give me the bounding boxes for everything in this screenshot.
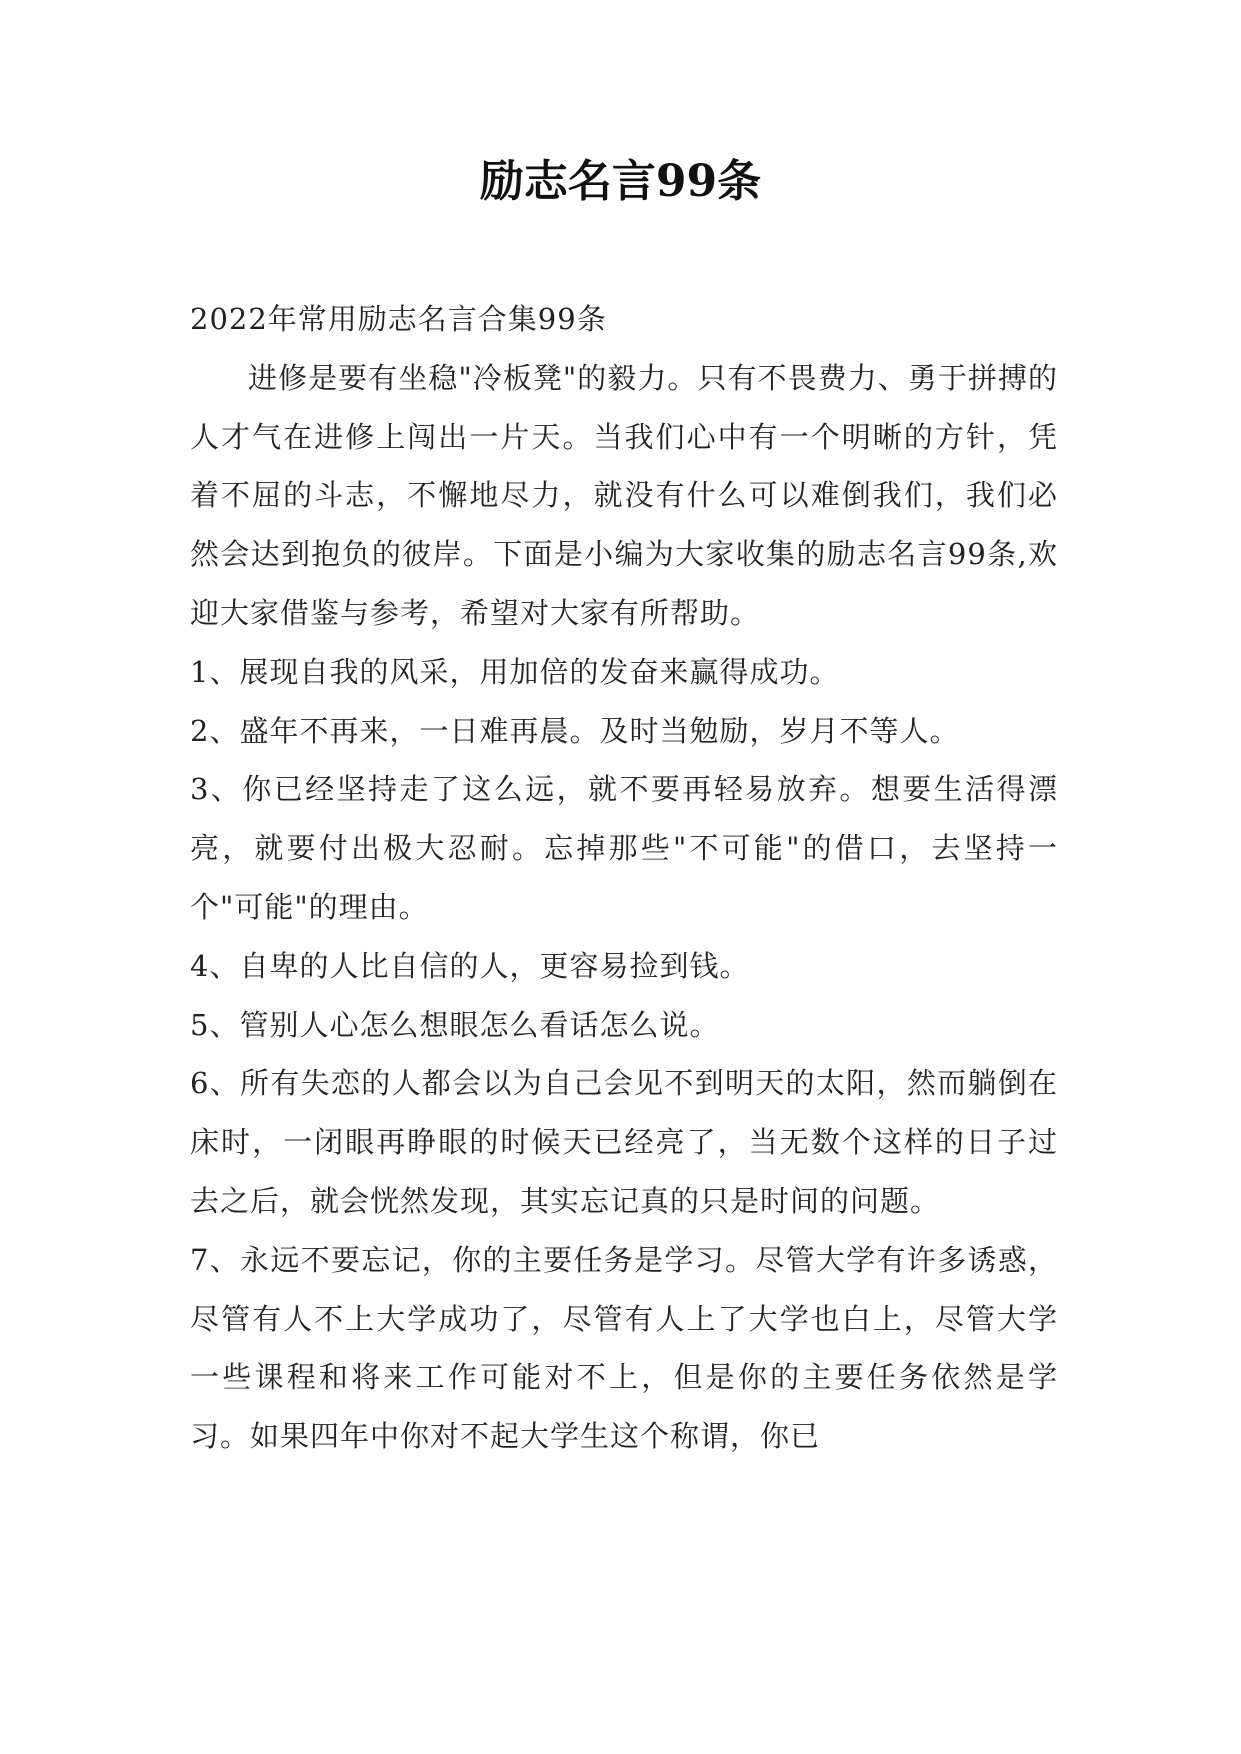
intro-paragraph: 进修是要有坐稳"冷板凳"的毅力。只有不畏费力、勇于拼搏的人才气在进修上闯出一片天。当我们心中有一个明晰的方针，凭着不屈的斗志，不懈地尽力，就没有什么可以难倒我们，我们必然会达到抱负的彼岸。下面是小编为大家收集的励志名言99条,欢迎大家借鉴与参考，希望对大家有所帮助。 <box>190 360 1058 630</box>
document-body <box>190 290 1058 1466</box>
document-subtitle: 2022年常用励志名言合集99条 <box>190 302 607 336</box>
quote-item-7: 7、永远不要忘记，你的主要任务是学习。尽管大学有许多诱惑，尽管有人不上大学成功了，尽管有人上了大学也白上，尽管大学一些课程和将来工作可能对不上，但是你的主要任务依然是学习。如果四年中你对不起大学生这个称谓，你已 <box>190 1242 1058 1454</box>
quote-item-1: 1、展现自我的风采，用加倍的发奋来赢得成功。 <box>190 654 840 689</box>
quote-item-5: 5、管别人心怎么想眼怎么看话怎么说。 <box>190 1007 720 1042</box>
quote-item-2: 2、盛年不再来，一日难再晨。及时当勉励，岁月不等人。 <box>190 713 960 748</box>
quote-item-6: 6、所有失恋的人都会以为自己会见不到明天的太阳，然而躺倒在床时，一闭眼再睁眼的时候天已经亮了，当无数个这样的日子过去之后，就会恍然发现，其实忘记真的只是时间的问题。 <box>190 1066 1058 1218</box>
quote-item-4: 4、自卑的人比自信的人，更容易捡到钱。 <box>190 948 750 983</box>
document-title: 励志名言99条 <box>479 156 762 207</box>
quote-item-3: 3、你已经坚持走了这么远，就不要再轻易放弃。想要生活得漂亮，就要付出极大忍耐。忘掉那些"不可能"的借口，去坚持一个"可能"的理由。 <box>190 772 1058 924</box>
